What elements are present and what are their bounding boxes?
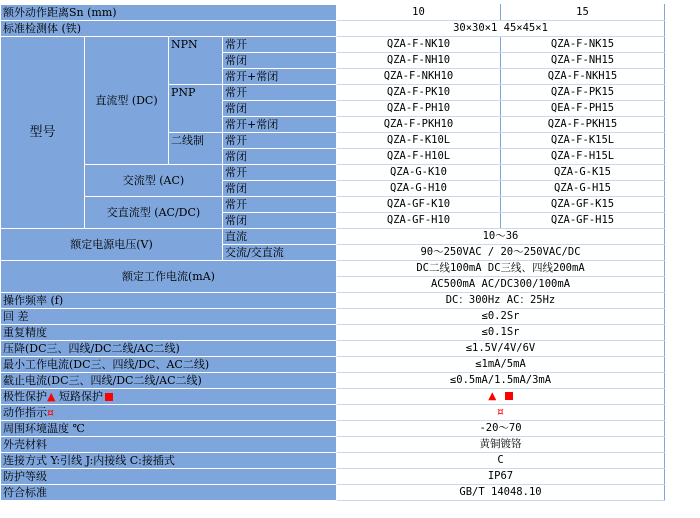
- polarity-protection-label: 极性保护: [3, 390, 47, 403]
- model-acdc-nc-10: QZA-GF-H10: [337, 213, 501, 229]
- two-no-label: 常开: [223, 133, 337, 149]
- row-indicator: [1, 405, 665, 421]
- model-acdc-no-10: QZA-GF-K10: [337, 197, 501, 213]
- model-npn-nc-15: QZA-F-NH15: [501, 53, 665, 69]
- npn-no-label: 常开: [223, 37, 337, 53]
- model-pnp-no-15: QZA-F-PK15: [501, 85, 665, 101]
- row-detection-body: [1, 21, 665, 37]
- acdc-nc-label: 常闭: [223, 213, 337, 229]
- sensing-distance-15: 15: [501, 5, 665, 21]
- rated-voltage-label: 额定电源电压(V): [1, 229, 223, 261]
- row-repeatability: [1, 325, 665, 341]
- model-pnp-nonc-15: QZA-F-PKH15: [501, 117, 665, 133]
- ac-label: 交流型 (AC): [85, 165, 223, 197]
- indicator-icon: ¤: [497, 406, 504, 418]
- ac-no-label: 常开: [223, 165, 337, 181]
- detection-body-label: 标准检测体 (铁): [1, 21, 337, 37]
- row-cutoff-current: [1, 373, 665, 389]
- housing-label: 外壳材料: [1, 437, 337, 453]
- row-acdc-no: [1, 197, 665, 213]
- rated-current-label: 额定工作电流(mA): [1, 261, 337, 293]
- min-current-label: 最小工作电流(DC三、四线/DC、AC二线): [1, 357, 337, 373]
- protection-label: [1, 389, 337, 405]
- row-housing: [1, 437, 665, 453]
- indicator-icon: ¤: [47, 406, 54, 419]
- rated-current-value-2: AC500mA AC/DC300/100mA: [337, 277, 665, 293]
- frequency-value: DC：300Hz AC：25Hz: [337, 293, 665, 309]
- model-two-nc-10: QZA-F-H10L: [337, 149, 501, 165]
- model-pnp-nc-10: QZA-F-PH10: [337, 101, 501, 117]
- detection-body-value: 30×30×1 45×45×1: [337, 21, 665, 37]
- model-ac-no-15: QZA-G-K15: [501, 165, 665, 181]
- row-sensing-distance: [1, 5, 665, 21]
- row-ac-no: [1, 165, 665, 181]
- min-current-value: ≤1mA/5mA: [337, 357, 665, 373]
- ambient-temp-value: -20～70: [337, 421, 665, 437]
- triangle-icon: ▲: [488, 390, 497, 402]
- npn-nonc-label: 常开+常闭: [223, 69, 337, 85]
- hysteresis-value: ≤0.2Sr: [337, 309, 665, 325]
- row-connection: [1, 453, 665, 469]
- pnp-no-label: 常开: [223, 85, 337, 101]
- connection-label: 连接方式 Y:引线 J:内接线 C:接插式: [1, 453, 337, 469]
- model-npn-nonc-10: QZA-F-NKH10: [337, 69, 501, 85]
- standard-value: GB/T 14048.10: [337, 485, 665, 501]
- row-standard: [1, 485, 665, 501]
- model-two-nc-15: QZA-F-H15L: [501, 149, 665, 165]
- model-two-no-15: QZA-F-K15L: [501, 133, 665, 149]
- voltage-drop-value: ≤1.5V/4V/6V: [337, 341, 665, 357]
- model-pnp-nc-15: QEA-F-PH15: [501, 101, 665, 117]
- repeatability-value: ≤0.1Sr: [337, 325, 665, 341]
- acdc-no-label: 常开: [223, 197, 337, 213]
- triangle-icon: ▲: [47, 390, 56, 403]
- two-nc-label: 常闭: [223, 149, 337, 165]
- rated-voltage-acdc-value: 90～250VAC / 20～250VAC/DC: [337, 245, 665, 261]
- row-hysteresis: [1, 309, 665, 325]
- npn-label: NPN: [169, 37, 223, 85]
- row-ip-rating: [1, 469, 665, 485]
- red-square-icon: [105, 393, 113, 401]
- voltage-drop-label: 压降(DC三、四线/DC二线/AC二线): [1, 341, 337, 357]
- pnp-label: PNP: [169, 85, 223, 133]
- row-protection: [1, 389, 665, 405]
- short-protection-label: 短路保护: [58, 390, 103, 403]
- protection-value: [337, 389, 665, 405]
- ip-rating-value: IP67: [337, 469, 665, 485]
- frequency-label: 操作频率 (f): [1, 293, 337, 309]
- rated-voltage-acdc-label: 交流/交直流: [223, 245, 337, 261]
- spec-table: [0, 4, 665, 501]
- cutoff-current-value: ≤0.5mA/1.5mA/3mA: [337, 373, 665, 389]
- rated-voltage-dc-label: 直流: [223, 229, 337, 245]
- model-npn-nonc-15: QZA-F-NKH15: [501, 69, 665, 85]
- row-frequency: [1, 293, 665, 309]
- row-min-current: [1, 357, 665, 373]
- standard-label: 符合标准: [1, 485, 337, 501]
- repeatability-label: 重复精度: [1, 325, 337, 341]
- row-rated-current-1: [1, 261, 665, 277]
- model-pnp-nonc-10: QZA-F-PKH10: [337, 117, 501, 133]
- row-rated-voltage-dc: [1, 229, 665, 245]
- model-label: 型号: [1, 37, 85, 229]
- ac-nc-label: 常闭: [223, 181, 337, 197]
- housing-value: 黄铜镀铬: [337, 437, 665, 453]
- model-npn-no-15: QZA-F-NK15: [501, 37, 665, 53]
- row-voltage-drop: [1, 341, 665, 357]
- model-acdc-no-15: QZA-GF-K15: [501, 197, 665, 213]
- model-two-no-10: QZA-F-K10L: [337, 133, 501, 149]
- sensing-distance-label: 额外动作距离Sn (mm): [1, 5, 337, 21]
- pnp-nc-label: 常闭: [223, 101, 337, 117]
- dc-label: 直流型 (DC): [85, 37, 169, 165]
- hysteresis-label: 回 差: [1, 309, 337, 325]
- rated-current-value-1: DC二线100mA DC三线、四线200mA: [337, 261, 665, 277]
- model-npn-no-10: QZA-F-NK10: [337, 37, 501, 53]
- indicator-label-cell: [1, 405, 337, 421]
- model-ac-no-10: QZA-G-K10: [337, 165, 501, 181]
- cutoff-current-label: 截止电流(DC三、四线/DC二线/AC二线): [1, 373, 337, 389]
- pnp-nonc-label: 常开+常闭: [223, 117, 337, 133]
- ip-rating-label: 防护等级: [1, 469, 337, 485]
- red-square-icon: [505, 392, 513, 400]
- npn-nc-label: 常闭: [223, 53, 337, 69]
- rated-voltage-dc-value: 10～36: [337, 229, 665, 245]
- row-npn-no: [1, 37, 665, 53]
- model-ac-nc-15: QZA-G-H15: [501, 181, 665, 197]
- indicator-label: 动作指示: [3, 406, 47, 419]
- sensing-distance-10: 10: [337, 5, 501, 21]
- model-npn-nc-10: QZA-F-NH10: [337, 53, 501, 69]
- acdc-label: 交直流型 (AC/DC): [85, 197, 223, 229]
- two-wire-label: 二线制: [169, 133, 223, 165]
- model-pnp-no-10: QZA-F-PK10: [337, 85, 501, 101]
- connection-value: C: [337, 453, 665, 469]
- ambient-temp-label: 周围环境温度 ℃: [1, 421, 337, 437]
- row-ambient-temp: [1, 421, 665, 437]
- model-ac-nc-10: QZA-G-H10: [337, 181, 501, 197]
- model-acdc-nc-15: QZA-GF-H15: [501, 213, 665, 229]
- indicator-value: [337, 405, 665, 421]
